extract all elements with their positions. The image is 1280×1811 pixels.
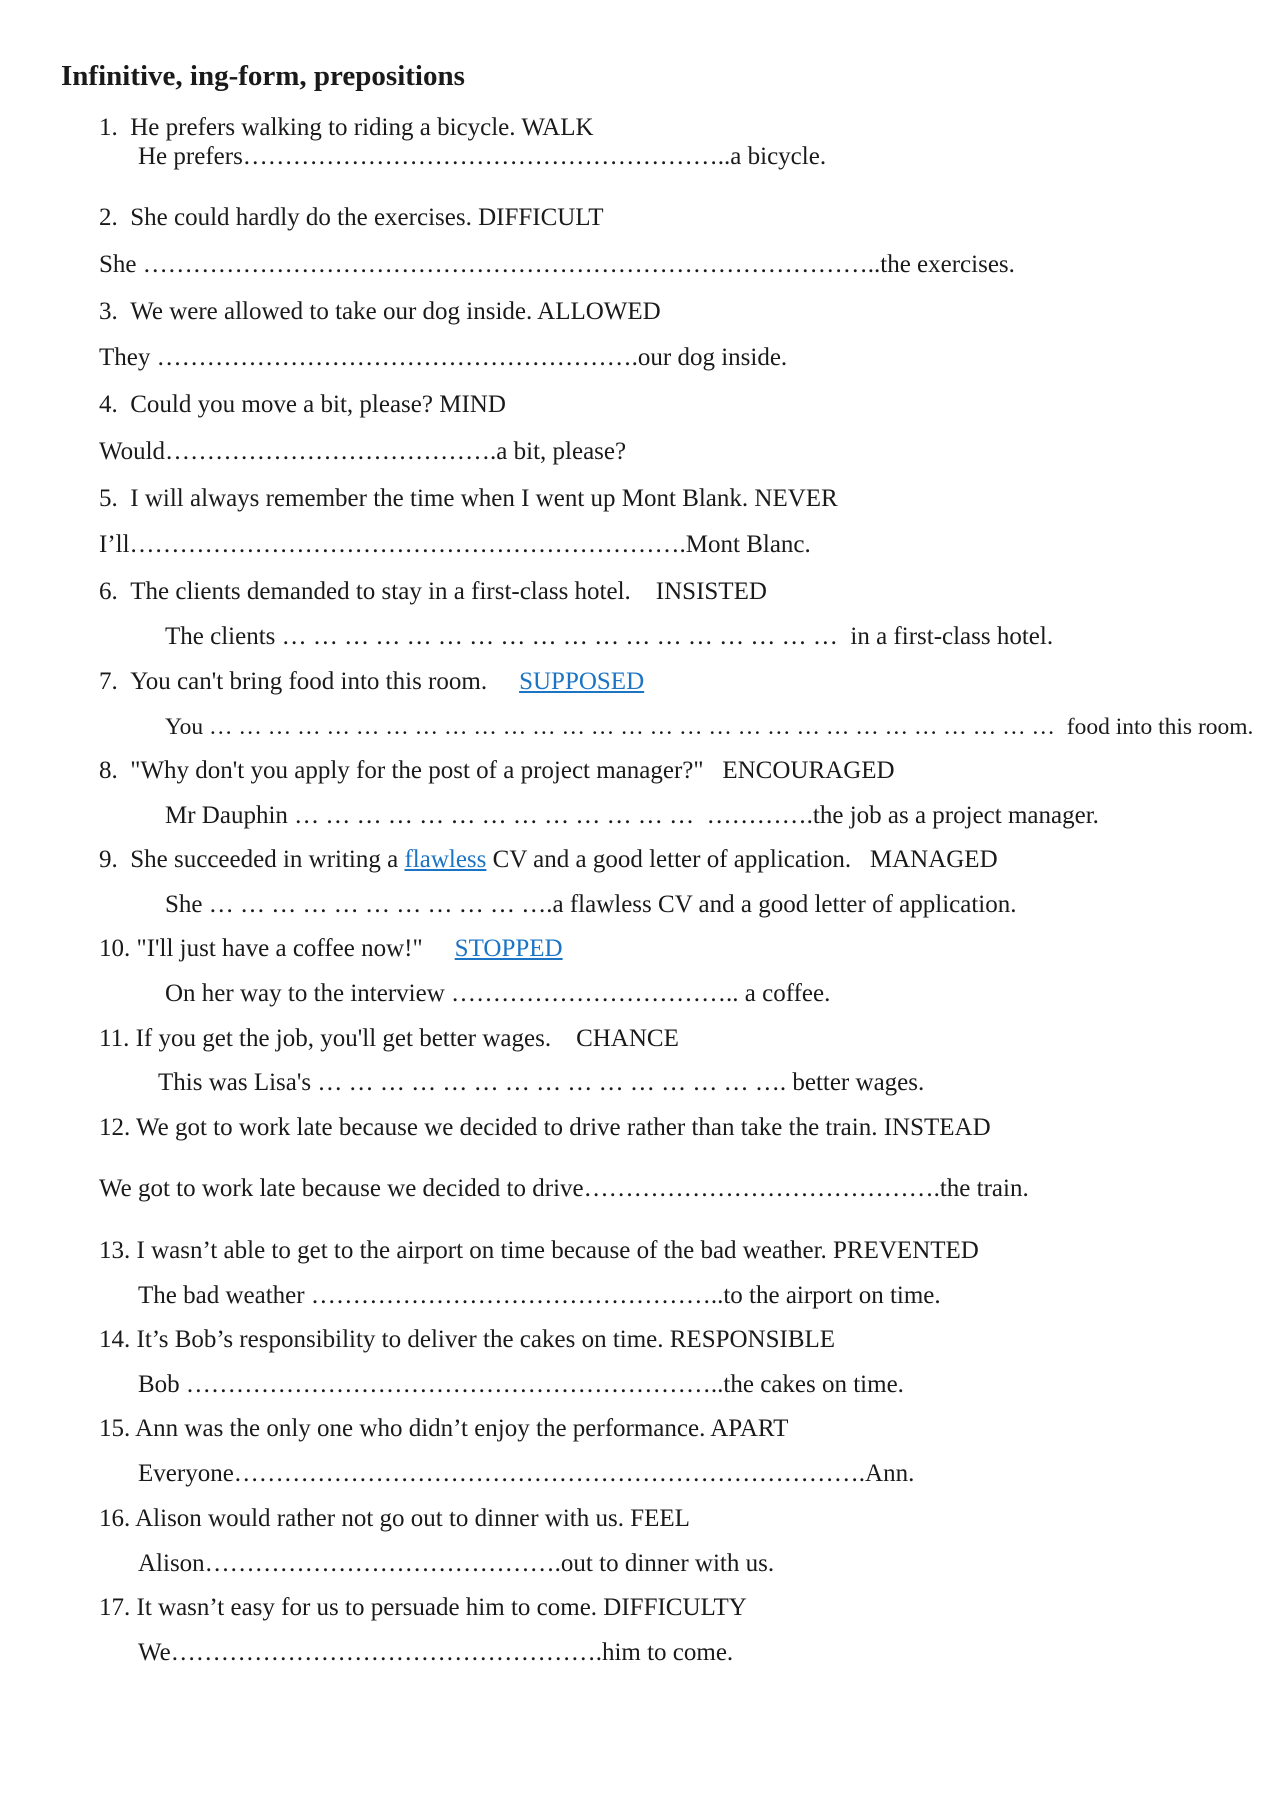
question-2: 2. She could hardly do the exercises. DIFFICULT bbox=[99, 204, 604, 231]
answer-line-8: Mr Dauphin … … … … … … … … … … … … … ………….the job as a project manager. bbox=[165, 802, 1099, 829]
answer-line-6: The clients … … … … … … … … … … … … … … … … … … in a first-class hotel. bbox=[165, 623, 1054, 650]
question-10 bbox=[99, 934, 563, 964]
question-5: 5. I will always remember the time when I went up Mont Blank. NEVER bbox=[99, 485, 838, 512]
question-13: 13. I wasn’t able to get to the airport on time because of the bad weather. PREVENTED bbox=[99, 1237, 979, 1264]
question-4: 4. Could you move a bit, please? MIND bbox=[99, 391, 506, 418]
question-9-text-end: CV and a good letter of application. MANAGED bbox=[492, 846, 998, 873]
question-9 bbox=[99, 845, 998, 875]
answer-line-3: They ………………………………………………….our dog inside. bbox=[99, 344, 788, 371]
answer-line-9: She … … … … … … … … … … ….a flawless CV and a good letter of application. bbox=[165, 891, 1017, 918]
answer-line-15: Everyone………………………………………………………………….Ann. bbox=[138, 1460, 915, 1487]
question-15: 15. Ann was the only one who didn’t enjoy the performance. APART bbox=[99, 1415, 789, 1442]
question-9-text-start: 9. She succeeded in writing a bbox=[99, 846, 399, 873]
question-3: 3. We were allowed to take our dog inside. ALLOWED bbox=[99, 298, 661, 325]
answer-line-1: He prefers…………………………………………………..a bicycle. bbox=[138, 143, 827, 170]
question-10-text: 10. "I'll just have a coffee now!" bbox=[99, 935, 423, 962]
question-8: 8. "Why don't you apply for the post of a project manager?" ENCOURAGED bbox=[99, 757, 895, 784]
question-7 bbox=[99, 667, 644, 697]
supposed-link[interactable]: SUPPOSED bbox=[519, 668, 645, 695]
answer-line-5: I’ll………………………………………………………….Mont Blanc. bbox=[99, 531, 811, 558]
answer-line-2: She ……………………………………………………………………………..the exercises. bbox=[99, 251, 1015, 278]
page-title: Infinitive, ing-form, prepositions bbox=[61, 60, 465, 92]
answer-line-16: Alison…………………………………….out to dinner with us. bbox=[138, 1550, 775, 1577]
question-11: 11. If you get the job, you'll get better wages. CHANCE bbox=[99, 1025, 679, 1052]
question-1: 1. He prefers walking to riding a bicycle. WALK bbox=[99, 114, 594, 141]
answer-line-4: Would………………………………….a bit, please? bbox=[99, 438, 627, 465]
answer-line-12: We got to work late because we decided to drive…………………………………….the train. bbox=[99, 1175, 1029, 1202]
answer-line-11: This was Lisa's … … … … … … … … … … … … … … …. better wages. bbox=[158, 1069, 925, 1096]
answer-line-14: Bob ………………………………………………………..the cakes on time. bbox=[138, 1371, 904, 1398]
question-14: 14. It’s Bob’s responsibility to deliver the cakes on time. RESPONSIBLE bbox=[99, 1326, 836, 1353]
answer-line-10: On her way to the interview …………………………….. a coffee. bbox=[165, 980, 831, 1007]
stopped-link[interactable]: STOPPED bbox=[454, 935, 563, 962]
answer-line-7: You … … … … … … … … … … … … … … … … … … … … … … … … … … … … … food into this room. bbox=[165, 714, 1254, 740]
question-17: 17. It wasn’t easy for us to persuade him to come. DIFFICULTY bbox=[99, 1594, 747, 1621]
question-7-text: 7. You can't bring food into this room. bbox=[99, 668, 488, 695]
flawless-link[interactable]: flawless bbox=[404, 846, 487, 873]
answer-line-17: We…………………………………………….him to come. bbox=[138, 1639, 734, 1666]
question-12: 12. We got to work late because we decided to drive rather than take the train. INSTEAD bbox=[99, 1114, 991, 1141]
question-16: 16. Alison would rather not go out to dinner with us. FEEL bbox=[99, 1505, 690, 1532]
answer-line-13: The bad weather …………………………………………..to the airport on time. bbox=[138, 1282, 941, 1309]
question-6: 6. The clients demanded to stay in a first-class hotel. INSISTED bbox=[99, 578, 767, 605]
